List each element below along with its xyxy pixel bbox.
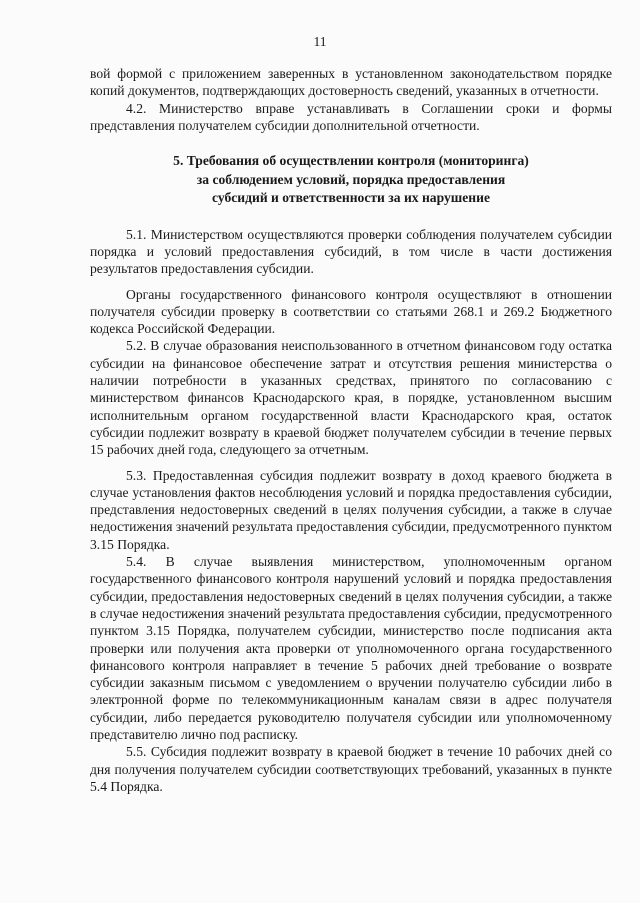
- paragraph-5-3: 5.3. Предоставленная субсидия подлежит возврату в доход краевого бюджета в случае установления фактов несоблюдения условий и порядка предоставления субсидии, представления недостоверных сведений в целях получения субсидии, а также в случае недостижения значений результата предоставления субсидии, предусмотренного пунктом 3.15 Порядка.: [90, 467, 612, 552]
- section-heading-line: субсидий и ответственности за их нарушение: [211, 190, 490, 206]
- paragraph-5-2: 5.2. В случае образования неиспользованного в отчетном финансовом году остатка субсидии на финансовое обеспечение затрат и отсутствия решения министерства о наличии потребности в указанных средствах, принятого по согласованию с министерством финансов Краснодарского края, в порядке, установленном высшим исполнительным органом государственной власти Краснодарского края, остаток субсидии подлежит возврату в краевой бюджет получателем субсидии в течение первых 15 рабочих дней года, следующего за отчетным.: [90, 338, 612, 458]
- section-5-heading: [90, 152, 612, 208]
- paragraph-5-1: 5.1. Министерством осуществляются проверки соблюдения получателем субсидии порядка и условий предоставления субсидий, в том числе в части достижения результатов предоставления субсидии.: [90, 226, 612, 277]
- section-heading-line: за соблюдением условий, порядка предоставления: [196, 171, 506, 187]
- page-number: 11: [313, 34, 327, 49]
- paragraph-continuation: вой формой с приложением заверенных в установленном законодательством порядке копий документов, подтверждающих достоверность сведений, указанных в отчетности.: [90, 66, 612, 99]
- document-body: [90, 65, 612, 795]
- paragraph-4-2: 4.2. Министерство вправе устанавливать в Соглашении сроки и формы представления получателем субсидии дополнительной отчетности.: [90, 100, 612, 133]
- section-heading-line: 5. Требования об осуществлении контроля (мониторинга): [173, 153, 529, 169]
- paragraph-5-4: 5.4. В случае выявления министерством, уполномоченным органом государственного финансового контроля нарушений условий и порядка предоставления субсидии, предоставления недостоверных сведений в целях получения субсидии, а также в случае недостижения значений результата предоставления субсидии, предусмотренного пунктом 3.15 Порядка, получателем субсидии, министерство после подписания акта проверки или получения акта проверки от уполномоченного органа государственного финансового контроля направляет в течение 5 рабочих дней требование о возврате субсидии заказным письмом с уведомлением о вручении получателю субсидии либо в электронной форме по телекоммуникационным каналам связи в адрес получателя субсидии, либо передается руководителю получателя субсидии или уполномоченному представителю лично под расписку.: [90, 554, 612, 742]
- paragraph-5-5: 5.5. Субсидия подлежит возврату в краевой бюджет в течение 10 рабочих дней со дня получения получателем субсидии соответствующих требований, указанных в пункте 5.4 Порядка.: [90, 744, 612, 794]
- paragraph-financial-control: Органы государственного финансового контроля осуществляют в отношении получателя субсидии проверку в соответствии со статьями 268.1 и 269.2 Бюджетного кодекса Российской Федерации.: [90, 286, 612, 337]
